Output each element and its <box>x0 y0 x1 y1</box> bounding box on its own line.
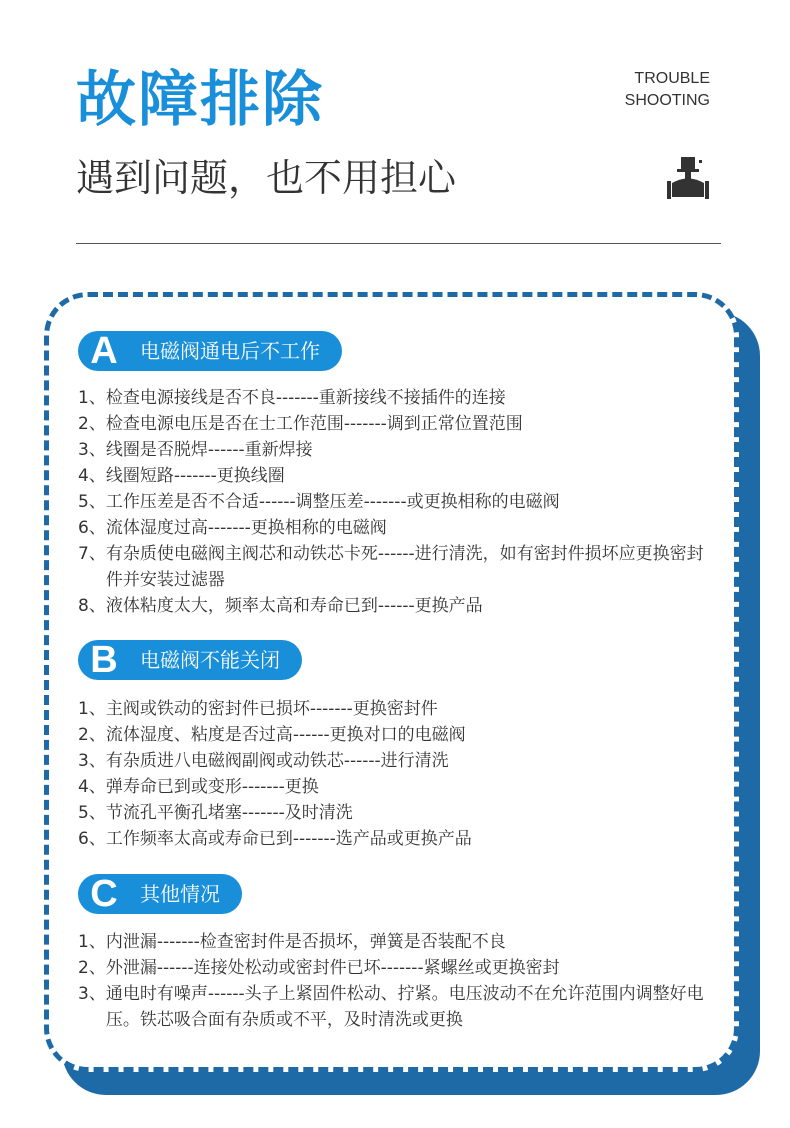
item-text: 线圈是否脱焊------重新焊接 <box>105 440 313 460</box>
item-text: 工作频率太高或寿命已到-------选产品或更换产品 <box>105 829 472 849</box>
item-text: 液体粘度太大，频率太高和寿命已到------更换产品 <box>105 596 483 616</box>
list-item <box>78 489 718 515</box>
list-item <box>78 800 718 826</box>
section-b-header <box>78 640 302 680</box>
item-text: 线圈短路-------更换线圈 <box>105 466 285 486</box>
item-text: 主阀或铁动的密封件已损坏-------更换密封件 <box>105 699 438 719</box>
item-text: 节流孔平衡孔堵塞-------及时清洗 <box>105 803 353 823</box>
list-item <box>78 955 718 981</box>
list-item <box>78 593 718 619</box>
item-number: 6、 <box>78 518 106 538</box>
item-number: 1、 <box>78 699 106 719</box>
item-text: 流体湿度、粘度是否过高------更换对口的电磁阀 <box>105 725 466 745</box>
section-a-title: 电磁阀通电后不工作 <box>140 339 320 363</box>
item-number: 8、 <box>78 596 106 616</box>
section-b-title: 电磁阀不能关闭 <box>140 648 280 672</box>
section-b-list <box>78 696 718 852</box>
list-item <box>78 826 718 852</box>
list-item <box>78 437 718 463</box>
item-number: 3、 <box>78 984 106 1004</box>
item-number: 4、 <box>78 777 106 797</box>
item-number: 7、 <box>78 544 106 564</box>
item-text: 外泄漏------连接处松动或密封件已坏-------紧螺丝或更换密封 <box>105 958 560 978</box>
section-a-header <box>78 331 342 371</box>
item-number: 1、 <box>78 388 106 408</box>
item-number: 5、 <box>78 803 106 823</box>
item-number: 2、 <box>78 725 106 745</box>
item-text: 有杂质使电磁阀主阀芯和动铁芯卡死------进行清洗，如有密封件损坏应更换密封件并安装过滤器 <box>105 544 704 590</box>
header-divider <box>76 243 721 244</box>
section-a-letter: A <box>90 330 118 372</box>
item-text: 流体湿度过高-------更换相称的电磁阀 <box>105 518 387 538</box>
list-item <box>78 696 718 722</box>
page-subtitle: 遇到问题，也不用担心 <box>76 156 457 200</box>
section-b-letter: B <box>90 639 118 681</box>
list-item <box>78 515 718 541</box>
list-item <box>78 411 718 437</box>
english-tag-line-2: SHOOTING <box>624 92 710 109</box>
valve-icon <box>665 155 711 201</box>
item-number: 2、 <box>78 958 106 978</box>
english-tag <box>590 68 710 112</box>
page-title: 故障排除 <box>76 65 324 135</box>
section-c-header <box>78 874 242 914</box>
list-item <box>78 385 718 411</box>
section-c-letter: C <box>90 873 118 915</box>
item-text: 检查电源电压是否在士工作范围-------调到正常位置范围 <box>105 414 523 434</box>
section-c-title: 其他情况 <box>140 882 220 906</box>
item-number: 3、 <box>78 751 106 771</box>
list-item <box>78 981 718 1033</box>
item-text: 内泄漏-------检查密封件是否损坏，弹簧是否装配不良 <box>105 932 506 952</box>
item-number: 6、 <box>78 829 106 849</box>
item-text: 通电时有噪声------头子上紧固件松动、拧紧。电压波动不在允许范围内调整好电压。铁芯吸合面有杂质或不平，及时清洗或更换 <box>105 984 704 1030</box>
list-item <box>78 929 718 955</box>
list-item <box>78 748 718 774</box>
item-text: 弹寿命已到或变形-------更换 <box>105 777 319 797</box>
item-number: 3、 <box>78 440 106 460</box>
item-number: 4、 <box>78 466 106 486</box>
item-number: 1、 <box>78 932 106 952</box>
list-item <box>78 463 718 489</box>
item-text: 工作压差是否不合适------调整压差-------或更换相称的电磁阀 <box>105 492 560 512</box>
english-tag-line-1: TROUBLE <box>634 70 710 87</box>
item-number: 5、 <box>78 492 106 512</box>
item-number: 2、 <box>78 414 106 434</box>
section-a-list <box>78 385 718 619</box>
item-text: 检查电源接线是否不良-------重新接线不接插件的连接 <box>105 388 506 408</box>
item-text: 有杂质进八电磁阀副阀或动铁芯------进行清洗 <box>105 751 449 771</box>
list-item <box>78 541 718 593</box>
list-item <box>78 774 718 800</box>
list-item <box>78 722 718 748</box>
section-c-list <box>78 929 718 1033</box>
